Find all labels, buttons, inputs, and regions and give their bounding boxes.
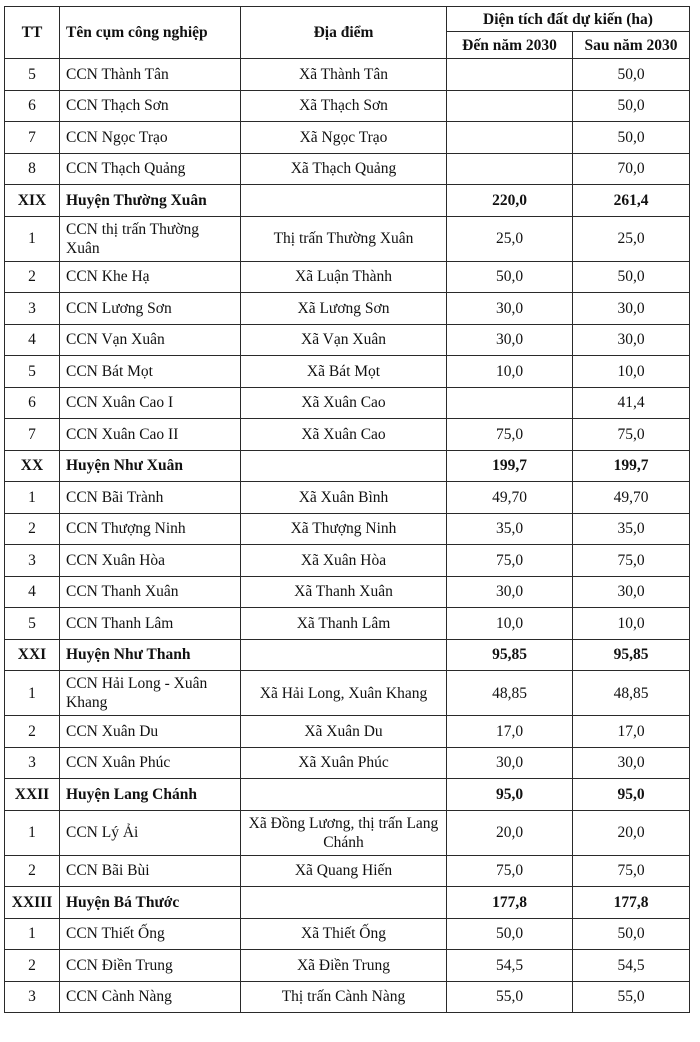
cell-tt: XXII: [5, 779, 60, 811]
cell-area-after-2030: 95,0: [573, 779, 690, 811]
cell-area-to-2030: 20,0: [447, 810, 573, 855]
table-row: [5, 90, 690, 122]
cell-area-to-2030: 10,0: [447, 356, 573, 388]
table-header-row: [5, 7, 690, 32]
cell-area-to-2030: [447, 122, 573, 154]
cell-area-to-2030: 48,85: [447, 671, 573, 716]
cell-location: Xã Thiết Ống: [241, 918, 447, 950]
cell-location: Xã Thành Tân: [241, 59, 447, 91]
cell-name: CCN Thành Tân: [60, 59, 241, 91]
cell-area-after-2030: 199,7: [573, 450, 690, 482]
cell-tt: 2: [5, 950, 60, 982]
table-row: [5, 576, 690, 608]
cell-location: Xã Xuân Hòa: [241, 545, 447, 577]
table-row: [5, 918, 690, 950]
header-name: Tên cụm công nghiệp: [60, 7, 241, 59]
cell-area-to-2030: [447, 153, 573, 185]
cell-location: [241, 779, 447, 811]
cell-name: CCN Thạch Quảng: [60, 153, 241, 185]
cell-area-to-2030: 199,7: [447, 450, 573, 482]
group-row: [5, 185, 690, 217]
cell-tt: 2: [5, 261, 60, 293]
cell-name: CCN Xuân Hòa: [60, 545, 241, 577]
cell-area-to-2030: 220,0: [447, 185, 573, 217]
cell-name: CCN Lý Ải: [60, 810, 241, 855]
table-row: [5, 671, 690, 716]
cell-location: [241, 185, 447, 217]
cell-area-to-2030: 95,0: [447, 779, 573, 811]
cell-name: CCN Điền Trung: [60, 950, 241, 982]
cell-tt: 7: [5, 122, 60, 154]
cell-name: Huyện Lang Chánh: [60, 779, 241, 811]
cell-area-after-2030: 20,0: [573, 810, 690, 855]
cell-area-after-2030: 50,0: [573, 261, 690, 293]
cell-location: Xã Thượng Ninh: [241, 513, 447, 545]
cell-area-to-2030: 17,0: [447, 716, 573, 748]
cell-location: Xã Quang Hiến: [241, 855, 447, 887]
table-row: [5, 293, 690, 325]
cell-area-after-2030: 41,4: [573, 387, 690, 419]
cell-area-after-2030: 50,0: [573, 918, 690, 950]
cell-tt: 2: [5, 513, 60, 545]
cell-area-after-2030: 48,85: [573, 671, 690, 716]
cell-area-after-2030: 95,85: [573, 639, 690, 671]
table-row: [5, 950, 690, 982]
cell-name: Huyện Thường Xuân: [60, 185, 241, 217]
cell-name: CCN Thượng Ninh: [60, 513, 241, 545]
cell-location: Xã Điền Trung: [241, 950, 447, 982]
cell-location: Xã Đồng Lương, thị trấn Lang Chánh: [241, 810, 447, 855]
cell-location: Xã Vạn Xuân: [241, 324, 447, 356]
cell-location: Xã Lương Sơn: [241, 293, 447, 325]
cell-tt: 3: [5, 981, 60, 1013]
cell-area-after-2030: 30,0: [573, 747, 690, 779]
header-tt: TT: [5, 7, 60, 59]
group-row: [5, 639, 690, 671]
cell-location: [241, 450, 447, 482]
cell-tt: 8: [5, 153, 60, 185]
table-row: [5, 545, 690, 577]
cell-location: Thị trấn Thường Xuân: [241, 216, 447, 261]
table-row: [5, 261, 690, 293]
cell-name: CCN Thanh Lâm: [60, 608, 241, 640]
table-row: [5, 387, 690, 419]
cell-location: Xã Luận Thành: [241, 261, 447, 293]
table-row: [5, 122, 690, 154]
cell-area-after-2030: 49,70: [573, 482, 690, 514]
header-location: Địa điểm: [241, 7, 447, 59]
cell-area-to-2030: [447, 59, 573, 91]
cell-tt: 3: [5, 293, 60, 325]
cell-tt: 7: [5, 419, 60, 451]
cell-location: Xã Xuân Cao: [241, 387, 447, 419]
cell-area-to-2030: 75,0: [447, 855, 573, 887]
cell-area-after-2030: 30,0: [573, 293, 690, 325]
table-row: [5, 216, 690, 261]
cell-name: CCN Xuân Phúc: [60, 747, 241, 779]
cell-area-to-2030: 49,70: [447, 482, 573, 514]
cell-name: CCN Xuân Du: [60, 716, 241, 748]
cell-location: [241, 639, 447, 671]
cell-name: CCN Thạch Sơn: [60, 90, 241, 122]
table-row: [5, 855, 690, 887]
cell-location: Xã Xuân Bình: [241, 482, 447, 514]
cell-name: CCN Thanh Xuân: [60, 576, 241, 608]
header-area-to-2030: Đến năm 2030: [447, 32, 573, 59]
cell-location: Xã Hải Long, Xuân Khang: [241, 671, 447, 716]
cell-area-after-2030: 50,0: [573, 90, 690, 122]
cell-area-to-2030: 50,0: [447, 261, 573, 293]
cell-name: CCN Ngọc Trạo: [60, 122, 241, 154]
cell-area-to-2030: 30,0: [447, 324, 573, 356]
cell-tt: 2: [5, 855, 60, 887]
cell-location: Xã Bát Mọt: [241, 356, 447, 388]
cell-location: Xã Thạch Quảng: [241, 153, 447, 185]
cell-tt: 5: [5, 608, 60, 640]
cell-name: CCN Khe Hạ: [60, 261, 241, 293]
header-area-group: Diện tích đất dự kiến (ha): [447, 7, 690, 32]
cell-area-after-2030: 17,0: [573, 716, 690, 748]
cell-name: CCN thị trấn Thường Xuân: [60, 216, 241, 261]
cell-area-after-2030: 30,0: [573, 576, 690, 608]
cell-name: CCN Lương Sơn: [60, 293, 241, 325]
group-row: [5, 779, 690, 811]
table-row: [5, 59, 690, 91]
cell-tt: XXIII: [5, 887, 60, 919]
cell-area-to-2030: 95,85: [447, 639, 573, 671]
header-area-after-2030: Sau năm 2030: [573, 32, 690, 59]
industrial-clusters-table: [4, 6, 690, 1013]
cell-tt: 6: [5, 387, 60, 419]
cell-tt: 6: [5, 90, 60, 122]
cell-area-after-2030: 261,4: [573, 185, 690, 217]
cell-area-after-2030: 25,0: [573, 216, 690, 261]
cell-tt: 5: [5, 356, 60, 388]
table-row: [5, 981, 690, 1013]
table-row: [5, 324, 690, 356]
cell-location: Thị trấn Cành Nàng: [241, 981, 447, 1013]
cell-tt: 3: [5, 545, 60, 577]
cell-area-after-2030: 75,0: [573, 855, 690, 887]
cell-tt: 1: [5, 810, 60, 855]
table-row: [5, 747, 690, 779]
table-row: [5, 810, 690, 855]
cell-area-to-2030: 54,5: [447, 950, 573, 982]
cell-tt: XIX: [5, 185, 60, 217]
table-row: [5, 482, 690, 514]
cell-area-to-2030: 30,0: [447, 293, 573, 325]
cell-tt: 2: [5, 716, 60, 748]
group-row: [5, 450, 690, 482]
cell-tt: 5: [5, 59, 60, 91]
cell-name: CCN Hải Long - Xuân Khang: [60, 671, 241, 716]
cell-area-to-2030: 10,0: [447, 608, 573, 640]
cell-tt: 4: [5, 324, 60, 356]
cell-tt: 1: [5, 671, 60, 716]
cell-tt: 1: [5, 216, 60, 261]
cell-area-to-2030: [447, 90, 573, 122]
cell-name: Huyện Bá Thước: [60, 887, 241, 919]
table-body: [5, 59, 690, 1013]
table-row: [5, 356, 690, 388]
cell-name: CCN Bãi Trành: [60, 482, 241, 514]
cell-area-to-2030: 30,0: [447, 747, 573, 779]
cell-area-to-2030: 30,0: [447, 576, 573, 608]
cell-area-to-2030: 75,0: [447, 419, 573, 451]
cell-location: Xã Xuân Cao: [241, 419, 447, 451]
group-row: [5, 887, 690, 919]
cell-area-after-2030: 177,8: [573, 887, 690, 919]
cell-name: Huyện Như Thanh: [60, 639, 241, 671]
cell-name: CCN Cành Nàng: [60, 981, 241, 1013]
cell-tt: XX: [5, 450, 60, 482]
table-row: [5, 608, 690, 640]
cell-area-after-2030: 55,0: [573, 981, 690, 1013]
table-row: [5, 513, 690, 545]
cell-area-after-2030: 50,0: [573, 59, 690, 91]
cell-name: CCN Vạn Xuân: [60, 324, 241, 356]
cell-area-to-2030: 25,0: [447, 216, 573, 261]
cell-area-to-2030: 35,0: [447, 513, 573, 545]
cell-area-after-2030: 35,0: [573, 513, 690, 545]
table-row: [5, 153, 690, 185]
table-row: [5, 419, 690, 451]
cell-name: CCN Bãi Bùi: [60, 855, 241, 887]
cell-name: CCN Xuân Cao II: [60, 419, 241, 451]
cell-area-after-2030: 75,0: [573, 545, 690, 577]
cell-name: CCN Xuân Cao I: [60, 387, 241, 419]
cell-area-to-2030: 55,0: [447, 981, 573, 1013]
cell-tt: XXI: [5, 639, 60, 671]
cell-area-after-2030: 54,5: [573, 950, 690, 982]
cell-tt: 4: [5, 576, 60, 608]
cell-area-after-2030: 10,0: [573, 608, 690, 640]
cell-location: Xã Thanh Lâm: [241, 608, 447, 640]
cell-area-after-2030: 10,0: [573, 356, 690, 388]
table-row: [5, 716, 690, 748]
cell-location: Xã Xuân Du: [241, 716, 447, 748]
cell-name: CCN Bát Mọt: [60, 356, 241, 388]
cell-area-to-2030: 75,0: [447, 545, 573, 577]
cell-tt: 1: [5, 482, 60, 514]
cell-area-to-2030: 50,0: [447, 918, 573, 950]
cell-area-after-2030: 70,0: [573, 153, 690, 185]
cell-area-to-2030: 177,8: [447, 887, 573, 919]
cell-location: Xã Xuân Phúc: [241, 747, 447, 779]
cell-tt: 1: [5, 918, 60, 950]
cell-area-after-2030: 30,0: [573, 324, 690, 356]
cell-location: Xã Thanh Xuân: [241, 576, 447, 608]
cell-location: Xã Ngọc Trạo: [241, 122, 447, 154]
cell-name: Huyện Như Xuân: [60, 450, 241, 482]
cell-location: Xã Thạch Sơn: [241, 90, 447, 122]
cell-area-after-2030: 50,0: [573, 122, 690, 154]
cell-name: CCN Thiết Ống: [60, 918, 241, 950]
cell-area-to-2030: [447, 387, 573, 419]
cell-location: [241, 887, 447, 919]
cell-tt: 3: [5, 747, 60, 779]
cell-area-after-2030: 75,0: [573, 419, 690, 451]
